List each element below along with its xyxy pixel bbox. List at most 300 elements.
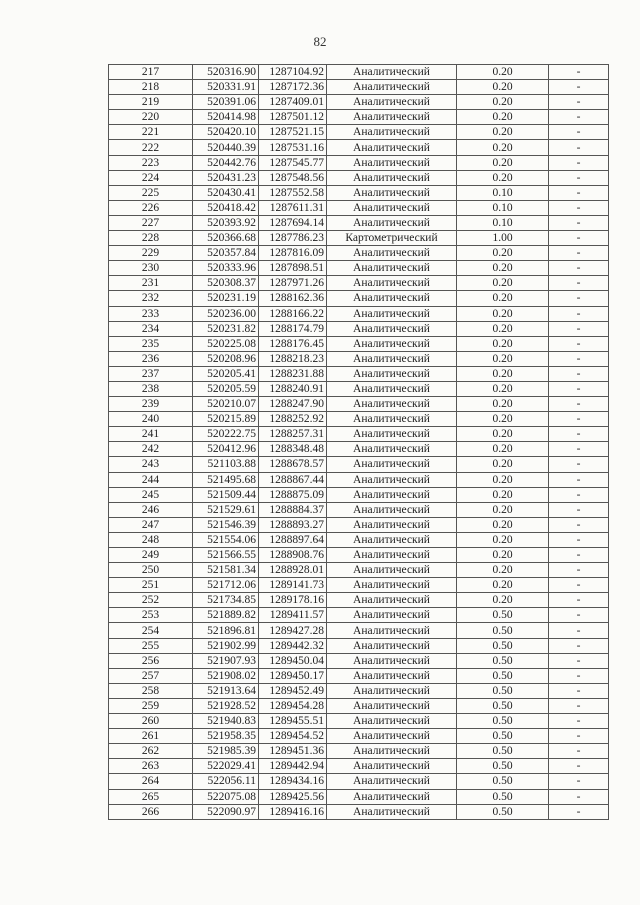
method-cell: Аналитический [327, 502, 457, 517]
method-cell: Аналитический [327, 155, 457, 170]
note-cell: - [549, 714, 609, 729]
y-coordinate-cell: 1287545.77 [259, 155, 327, 170]
y-coordinate-cell: 1288875.09 [259, 487, 327, 502]
point-number-cell: 265 [109, 789, 193, 804]
table-row [109, 170, 609, 185]
accuracy-cell: 0.50 [457, 698, 549, 713]
table-row [109, 457, 609, 472]
x-coordinate-cell: 521928.52 [193, 698, 259, 713]
accuracy-cell: 0.20 [457, 442, 549, 457]
point-number-cell: 253 [109, 608, 193, 623]
table-row [109, 336, 609, 351]
note-cell: - [549, 185, 609, 200]
point-number-cell: 239 [109, 397, 193, 412]
accuracy-cell: 0.20 [457, 261, 549, 276]
x-coordinate-cell: 520393.92 [193, 215, 259, 230]
method-cell: Аналитический [327, 185, 457, 200]
method-cell: Аналитический [327, 215, 457, 230]
note-cell: - [549, 532, 609, 547]
accuracy-cell: 0.20 [457, 502, 549, 517]
point-number-cell: 218 [109, 80, 193, 95]
x-coordinate-cell: 522075.08 [193, 789, 259, 804]
coordinates-table-body [109, 65, 609, 820]
y-coordinate-cell: 1288231.88 [259, 366, 327, 381]
point-number-cell: 233 [109, 306, 193, 321]
point-number-cell: 252 [109, 593, 193, 608]
y-coordinate-cell: 1288174.79 [259, 321, 327, 336]
x-coordinate-cell: 520430.41 [193, 185, 259, 200]
table-row [109, 442, 609, 457]
y-coordinate-cell: 1287409.01 [259, 95, 327, 110]
point-number-cell: 257 [109, 668, 193, 683]
note-cell: - [549, 638, 609, 653]
method-cell: Аналитический [327, 381, 457, 396]
table-row [109, 683, 609, 698]
x-coordinate-cell: 521940.83 [193, 714, 259, 729]
point-number-cell: 235 [109, 336, 193, 351]
accuracy-cell: 0.10 [457, 215, 549, 230]
point-number-cell: 222 [109, 140, 193, 155]
accuracy-cell: 0.50 [457, 638, 549, 653]
point-number-cell: 227 [109, 215, 193, 230]
x-coordinate-cell: 521546.39 [193, 517, 259, 532]
table-row [109, 381, 609, 396]
note-cell: - [549, 65, 609, 80]
accuracy-cell: 0.20 [457, 336, 549, 351]
accuracy-cell: 0.20 [457, 170, 549, 185]
note-cell: - [549, 321, 609, 336]
table-row [109, 532, 609, 547]
accuracy-cell: 0.50 [457, 714, 549, 729]
note-cell: - [549, 698, 609, 713]
point-number-cell: 241 [109, 427, 193, 442]
x-coordinate-cell: 521529.61 [193, 502, 259, 517]
y-coordinate-cell: 1289454.52 [259, 729, 327, 744]
table-row [109, 502, 609, 517]
y-coordinate-cell: 1287501.12 [259, 110, 327, 125]
table-row [109, 155, 609, 170]
point-number-cell: 230 [109, 261, 193, 276]
method-cell: Аналитический [327, 170, 457, 185]
method-cell: Аналитический [327, 140, 457, 155]
method-cell: Аналитический [327, 729, 457, 744]
note-cell: - [549, 95, 609, 110]
method-cell: Аналитический [327, 578, 457, 593]
y-coordinate-cell: 1287104.92 [259, 65, 327, 80]
point-number-cell: 266 [109, 804, 193, 819]
x-coordinate-cell: 520215.89 [193, 412, 259, 427]
y-coordinate-cell: 1289434.16 [259, 774, 327, 789]
accuracy-cell: 0.20 [457, 95, 549, 110]
x-coordinate-cell: 521495.68 [193, 472, 259, 487]
y-coordinate-cell: 1289416.16 [259, 804, 327, 819]
accuracy-cell: 0.50 [457, 774, 549, 789]
x-coordinate-cell: 521913.64 [193, 683, 259, 698]
y-coordinate-cell: 1287531.16 [259, 140, 327, 155]
y-coordinate-cell: 1289454.28 [259, 698, 327, 713]
method-cell: Аналитический [327, 638, 457, 653]
y-coordinate-cell: 1288162.36 [259, 291, 327, 306]
table-row [109, 321, 609, 336]
x-coordinate-cell: 520333.96 [193, 261, 259, 276]
point-number-cell: 217 [109, 65, 193, 80]
point-number-cell: 256 [109, 653, 193, 668]
note-cell: - [549, 246, 609, 261]
table-row [109, 608, 609, 623]
y-coordinate-cell: 1289141.73 [259, 578, 327, 593]
accuracy-cell: 0.20 [457, 517, 549, 532]
note-cell: - [549, 593, 609, 608]
point-number-cell: 262 [109, 744, 193, 759]
accuracy-cell: 0.20 [457, 578, 549, 593]
note-cell: - [549, 110, 609, 125]
point-number-cell: 243 [109, 457, 193, 472]
note-cell: - [549, 683, 609, 698]
x-coordinate-cell: 520222.75 [193, 427, 259, 442]
y-coordinate-cell: 1288678.57 [259, 457, 327, 472]
y-coordinate-cell: 1288897.64 [259, 532, 327, 547]
x-coordinate-cell: 521554.06 [193, 532, 259, 547]
note-cell: - [549, 502, 609, 517]
y-coordinate-cell: 1289450.04 [259, 653, 327, 668]
note-cell: - [549, 563, 609, 578]
method-cell: Аналитический [327, 487, 457, 502]
method-cell: Аналитический [327, 351, 457, 366]
page-number: 82 [313, 34, 327, 49]
table-row [109, 125, 609, 140]
point-number-cell: 236 [109, 351, 193, 366]
method-cell: Аналитический [327, 517, 457, 532]
method-cell: Аналитический [327, 548, 457, 563]
x-coordinate-cell: 520366.68 [193, 231, 259, 246]
accuracy-cell: 0.20 [457, 110, 549, 125]
table-row [109, 472, 609, 487]
note-cell: - [549, 442, 609, 457]
method-cell: Аналитический [327, 668, 457, 683]
method-cell: Аналитический [327, 336, 457, 351]
point-number-cell: 219 [109, 95, 193, 110]
y-coordinate-cell: 1288928.01 [259, 563, 327, 578]
method-cell: Аналитический [327, 427, 457, 442]
point-number-cell: 258 [109, 683, 193, 698]
y-coordinate-cell: 1288867.44 [259, 472, 327, 487]
table-row [109, 427, 609, 442]
table-row [109, 412, 609, 427]
note-cell: - [549, 472, 609, 487]
y-coordinate-cell: 1289450.17 [259, 668, 327, 683]
method-cell: Аналитический [327, 683, 457, 698]
table-row [109, 774, 609, 789]
x-coordinate-cell: 520316.90 [193, 65, 259, 80]
note-cell: - [549, 155, 609, 170]
method-cell: Аналитический [327, 321, 457, 336]
x-coordinate-cell: 522056.11 [193, 774, 259, 789]
y-coordinate-cell: 1288176.45 [259, 336, 327, 351]
point-number-cell: 259 [109, 698, 193, 713]
point-number-cell: 221 [109, 125, 193, 140]
point-number-cell: 226 [109, 200, 193, 215]
point-number-cell: 231 [109, 276, 193, 291]
point-number-cell: 251 [109, 578, 193, 593]
x-coordinate-cell: 520431.23 [193, 170, 259, 185]
accuracy-cell: 0.20 [457, 532, 549, 547]
table-row [109, 714, 609, 729]
x-coordinate-cell: 520442.76 [193, 155, 259, 170]
x-coordinate-cell: 520205.41 [193, 366, 259, 381]
accuracy-cell: 0.50 [457, 759, 549, 774]
method-cell: Аналитический [327, 397, 457, 412]
note-cell: - [549, 200, 609, 215]
accuracy-cell: 0.20 [457, 276, 549, 291]
x-coordinate-cell: 520331.91 [193, 80, 259, 95]
table-row [109, 276, 609, 291]
table-row [109, 729, 609, 744]
x-coordinate-cell: 521902.99 [193, 638, 259, 653]
x-coordinate-cell: 520208.96 [193, 351, 259, 366]
y-coordinate-cell: 1287816.09 [259, 246, 327, 261]
table-row [109, 200, 609, 215]
y-coordinate-cell: 1289178.16 [259, 593, 327, 608]
table-row [109, 65, 609, 80]
method-cell: Аналитический [327, 276, 457, 291]
method-cell: Аналитический [327, 698, 457, 713]
table-row [109, 563, 609, 578]
method-cell: Аналитический [327, 110, 457, 125]
note-cell: - [549, 351, 609, 366]
point-number-cell: 240 [109, 412, 193, 427]
x-coordinate-cell: 520231.82 [193, 321, 259, 336]
table-row [109, 215, 609, 230]
x-coordinate-cell: 520231.19 [193, 291, 259, 306]
y-coordinate-cell: 1287552.58 [259, 185, 327, 200]
table-row [109, 653, 609, 668]
note-cell: - [549, 412, 609, 427]
y-coordinate-cell: 1287548.56 [259, 170, 327, 185]
note-cell: - [549, 215, 609, 230]
method-cell: Аналитический [327, 608, 457, 623]
accuracy-cell: 0.50 [457, 668, 549, 683]
method-cell: Аналитический [327, 623, 457, 638]
accuracy-cell: 0.50 [457, 789, 549, 804]
table-row [109, 804, 609, 819]
point-number-cell: 245 [109, 487, 193, 502]
method-cell: Аналитический [327, 563, 457, 578]
method-cell: Аналитический [327, 532, 457, 547]
accuracy-cell: 0.20 [457, 246, 549, 261]
table-row [109, 231, 609, 246]
point-number-cell: 224 [109, 170, 193, 185]
method-cell: Аналитический [327, 653, 457, 668]
method-cell: Аналитический [327, 412, 457, 427]
note-cell: - [549, 774, 609, 789]
y-coordinate-cell: 1289442.94 [259, 759, 327, 774]
x-coordinate-cell: 520412.96 [193, 442, 259, 457]
table-row [109, 638, 609, 653]
accuracy-cell: 0.20 [457, 412, 549, 427]
y-coordinate-cell: 1289427.28 [259, 623, 327, 638]
accuracy-cell: 0.50 [457, 653, 549, 668]
table-row [109, 578, 609, 593]
note-cell: - [549, 608, 609, 623]
x-coordinate-cell: 521712.06 [193, 578, 259, 593]
note-cell: - [549, 668, 609, 683]
x-coordinate-cell: 521566.55 [193, 548, 259, 563]
point-number-cell: 220 [109, 110, 193, 125]
y-coordinate-cell: 1287971.26 [259, 276, 327, 291]
table-row [109, 261, 609, 276]
x-coordinate-cell: 520210.07 [193, 397, 259, 412]
accuracy-cell: 0.20 [457, 80, 549, 95]
note-cell: - [549, 517, 609, 532]
accuracy-cell: 0.50 [457, 804, 549, 819]
x-coordinate-cell: 520418.42 [193, 200, 259, 215]
note-cell: - [549, 578, 609, 593]
method-cell: Аналитический [327, 774, 457, 789]
x-coordinate-cell: 521908.02 [193, 668, 259, 683]
point-number-cell: 249 [109, 548, 193, 563]
point-number-cell: 254 [109, 623, 193, 638]
y-coordinate-cell: 1288252.92 [259, 412, 327, 427]
y-coordinate-cell: 1288257.31 [259, 427, 327, 442]
y-coordinate-cell: 1289455.51 [259, 714, 327, 729]
accuracy-cell: 0.20 [457, 427, 549, 442]
method-cell: Аналитический [327, 95, 457, 110]
table-row [109, 246, 609, 261]
y-coordinate-cell: 1288166.22 [259, 306, 327, 321]
table-row [109, 366, 609, 381]
x-coordinate-cell: 520414.98 [193, 110, 259, 125]
method-cell: Аналитический [327, 65, 457, 80]
accuracy-cell: 0.20 [457, 472, 549, 487]
note-cell: - [549, 291, 609, 306]
note-cell: - [549, 729, 609, 744]
table-row [109, 548, 609, 563]
x-coordinate-cell: 520357.84 [193, 246, 259, 261]
point-number-cell: 232 [109, 291, 193, 306]
method-cell: Аналитический [327, 472, 457, 487]
point-number-cell: 225 [109, 185, 193, 200]
point-number-cell: 228 [109, 231, 193, 246]
table-row [109, 759, 609, 774]
point-number-cell: 237 [109, 366, 193, 381]
x-coordinate-cell: 521103.88 [193, 457, 259, 472]
table-row [109, 95, 609, 110]
method-cell: Аналитический [327, 306, 457, 321]
note-cell: - [549, 487, 609, 502]
point-number-cell: 234 [109, 321, 193, 336]
note-cell: - [549, 804, 609, 819]
y-coordinate-cell: 1288247.90 [259, 397, 327, 412]
y-coordinate-cell: 1289411.57 [259, 608, 327, 623]
note-cell: - [549, 789, 609, 804]
table-row [109, 623, 609, 638]
y-coordinate-cell: 1289452.49 [259, 683, 327, 698]
y-coordinate-cell: 1288884.37 [259, 502, 327, 517]
point-number-cell: 238 [109, 381, 193, 396]
method-cell: Аналитический [327, 125, 457, 140]
note-cell: - [549, 623, 609, 638]
y-coordinate-cell: 1287611.31 [259, 200, 327, 215]
note-cell: - [549, 548, 609, 563]
method-cell: Аналитический [327, 593, 457, 608]
table-row [109, 306, 609, 321]
accuracy-cell: 0.20 [457, 155, 549, 170]
note-cell: - [549, 261, 609, 276]
point-number-cell: 242 [109, 442, 193, 457]
y-coordinate-cell: 1288240.91 [259, 381, 327, 396]
y-coordinate-cell: 1288218.23 [259, 351, 327, 366]
x-coordinate-cell: 522029.41 [193, 759, 259, 774]
note-cell: - [549, 306, 609, 321]
point-number-cell: 250 [109, 563, 193, 578]
note-cell: - [549, 427, 609, 442]
x-coordinate-cell: 521985.39 [193, 744, 259, 759]
accuracy-cell: 0.20 [457, 351, 549, 366]
x-coordinate-cell: 521958.35 [193, 729, 259, 744]
table-row [109, 487, 609, 502]
point-number-cell: 264 [109, 774, 193, 789]
x-coordinate-cell: 520440.39 [193, 140, 259, 155]
point-number-cell: 248 [109, 532, 193, 547]
accuracy-cell: 0.50 [457, 608, 549, 623]
accuracy-cell: 0.20 [457, 65, 549, 80]
accuracy-cell: 0.20 [457, 291, 549, 306]
accuracy-cell: 0.20 [457, 563, 549, 578]
point-number-cell: 263 [109, 759, 193, 774]
point-number-cell: 229 [109, 246, 193, 261]
x-coordinate-cell: 521907.93 [193, 653, 259, 668]
note-cell: - [549, 457, 609, 472]
table-row [109, 291, 609, 306]
x-coordinate-cell: 520308.37 [193, 276, 259, 291]
method-cell: Аналитический [327, 714, 457, 729]
method-cell: Аналитический [327, 291, 457, 306]
y-coordinate-cell: 1289442.32 [259, 638, 327, 653]
table-row [109, 789, 609, 804]
accuracy-cell: 0.20 [457, 140, 549, 155]
x-coordinate-cell: 521581.34 [193, 563, 259, 578]
accuracy-cell: 0.50 [457, 623, 549, 638]
accuracy-cell: 0.50 [457, 729, 549, 744]
y-coordinate-cell: 1289451.36 [259, 744, 327, 759]
note-cell: - [549, 653, 609, 668]
y-coordinate-cell: 1287521.15 [259, 125, 327, 140]
x-coordinate-cell: 521509.44 [193, 487, 259, 502]
x-coordinate-cell: 520391.06 [193, 95, 259, 110]
method-cell: Аналитический [327, 80, 457, 95]
x-coordinate-cell: 520205.59 [193, 381, 259, 396]
accuracy-cell: 0.20 [457, 306, 549, 321]
method-cell: Аналитический [327, 366, 457, 381]
point-number-cell: 244 [109, 472, 193, 487]
table-row [109, 185, 609, 200]
note-cell: - [549, 759, 609, 774]
accuracy-cell: 0.50 [457, 744, 549, 759]
note-cell: - [549, 231, 609, 246]
accuracy-cell: 0.20 [457, 457, 549, 472]
coordinates-table [108, 64, 609, 820]
y-coordinate-cell: 1287898.51 [259, 261, 327, 276]
y-coordinate-cell: 1288348.48 [259, 442, 327, 457]
table-row [109, 140, 609, 155]
table-row [109, 110, 609, 125]
method-cell: Аналитический [327, 457, 457, 472]
x-coordinate-cell: 520420.10 [193, 125, 259, 140]
accuracy-cell: 0.20 [457, 321, 549, 336]
method-cell: Аналитический [327, 200, 457, 215]
table-row [109, 80, 609, 95]
y-coordinate-cell: 1287694.14 [259, 215, 327, 230]
